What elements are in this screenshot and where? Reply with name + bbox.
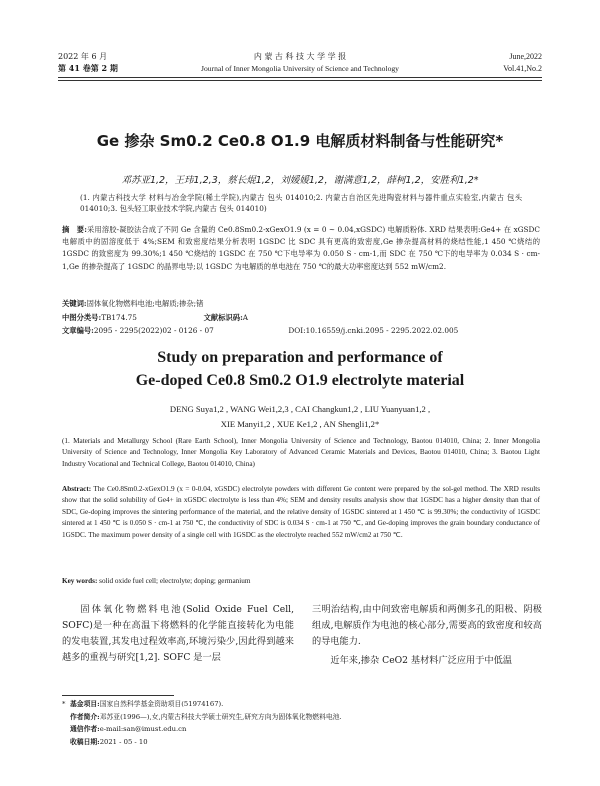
clc-value: TB174.75 bbox=[101, 313, 137, 322]
title-en-line1: Study on preparation and performance of bbox=[157, 349, 443, 366]
classification-line bbox=[62, 312, 540, 323]
footnotes bbox=[62, 698, 542, 748]
authors-en-line1: DENG Suya1,2 , WANG Wei1,2,3 , CAI Changkun1,2 , LIU Yuanyuan1,2 , bbox=[169, 404, 431, 414]
abstract-cn-text: 采用溶胶-凝胶法合成了不同 Ge 含量的 Ce0.8Sm0.2-xGexO1.9 (x = 0 ~ 0.04,xGSDC) 电解质粉体. XRD 结果表明:Ge4+ 在 xGSDC 电解质中的固溶度低于 4%;SEM 和致密度结果分析表明 1GSDC 比 SDC 具有更高的致密度,Ge 掺杂提高材料的烧结性能,1 450 ℃烧结的 1GSDC 的致密度为 99.30%;1 450 ℃烧结的 1GSDC 在 750 ℃下电导率为 0.050 S · cm-1,而 SDC 在 750 ℃下的电导率为 0.034 S · cm-1,Ge 的掺杂提高了 1GSDC 的晶界电导;以 1GSDC 为电解质的单电池在 750 ℃的最大功率密度达到 552 mW/cm2. bbox=[62, 225, 540, 271]
title-en-line2: Ge-doped Ce0.8 Sm0.2 O1.9 electrolyte material bbox=[135, 372, 465, 389]
keywords-en-label: Key words: bbox=[62, 577, 98, 585]
doc-code-label: 文献标识码: bbox=[203, 313, 243, 322]
clc-label: 中图分类号: bbox=[62, 313, 102, 322]
header-journal-en: Journal of Inner Mongolia University of Science and Technology bbox=[201, 64, 399, 73]
header-rule-double bbox=[58, 80, 542, 81]
doc-code-value: A bbox=[242, 313, 249, 322]
article-line bbox=[62, 325, 540, 336]
abstract-en-label: Abstract: bbox=[62, 485, 92, 493]
contact-label: 通信作者: bbox=[70, 725, 100, 733]
keywords-en bbox=[62, 576, 540, 587]
received-label: 收稿日期: bbox=[70, 737, 100, 746]
authors-cn: 邓苏亚1,2，王玮1,2,3，蔡长焜1,2，刘媛媛1,2，谢满意1,2，薛柯1,2，安胜利1,2* bbox=[121, 175, 479, 186]
keywords-cn bbox=[62, 298, 540, 309]
body-left-column: 固体氧化物燃料电池(Solid Oxide Fuel Cell, SOFC)是一种在高温下将燃料的化学能直接转化为电能的发电装置,其发电过程效率高,环境污染少,因此得到越来越多的重视与研究[1,2]. SOFC 是一层 bbox=[62, 604, 294, 663]
body-right-column-p1: 三明治结构,由中间致密电解质和两侧多孔的阳极、阴极组成,电解质作为电池的核心部分,需要高的致密度和较高的导电能力. bbox=[312, 604, 542, 647]
received-date: 2021 - 05 - 10 bbox=[99, 737, 148, 746]
header-volume-cn: 第 41 卷第 2 期 bbox=[58, 63, 118, 73]
keywords-en-text: solid oxide fuel cell; electrolyte; doping; germanium bbox=[99, 577, 251, 585]
abstract-en bbox=[62, 484, 540, 541]
keywords-cn-text: 固体氧化物燃料电池;电解质;掺杂;锗 bbox=[86, 299, 204, 308]
title-cn: Ge 掺杂 Sm0.2 Ce0.8 O1.9 电解质材料制备与性能研究* bbox=[96, 132, 504, 150]
header-rule bbox=[58, 77, 542, 78]
author-bio-label: 作者简介: bbox=[70, 712, 100, 721]
abstract-en-text: The Ce0.8Sm0.2-xGexO1.9 (x = 0-0.04, xGSDC) electrolyte powders with different Ge content were prepared by the sol-gel method. The XRD results show that the solid solubility of Ge4+ in xGSDC electrolyte is less than 4%; SEM and density results analysis show that 1GSDC has a higher density than that of SDC, Ge-doping improves the sintering performance of the material, and the relative density of 1GSDC sintered at 1 450 ℃ is 99.30%; the conductivity of 1GSDC sintered at 1 450 ℃ is 0.050 S · cm-1 at 750 ℃, the conductivity of SDC is 0.034 S · cm-1 at 750 ℃, and Ge-doping improves the grain boundary conductance of 1GSDC. The maximum power density of a single cell with 1GSDC as the electrolyte reached 552 mW/cm2 at 750 ℃. bbox=[62, 485, 541, 539]
footnote-received bbox=[62, 736, 542, 749]
article-no-label: 文章编号: bbox=[62, 326, 94, 335]
header-date-en: June,2022 bbox=[509, 52, 542, 61]
affiliations-cn: (1. 内蒙古科技大学 材料与冶金学院(稀土学院),内蒙古 包头 014010;2. 内蒙古自治区先进陶瓷材料与器件重点实验室,内蒙古 包头 014010;3. 包头轻工职业技术学院,内蒙古 包头 014010) bbox=[80, 193, 522, 213]
doi: DOI:10.16559/j.cnki.2095 - 2295.2022.02.005 bbox=[288, 326, 459, 335]
fund-text: 国家自然科学基金资助项目(51974167). bbox=[99, 700, 224, 708]
footnote-rule bbox=[62, 695, 174, 696]
abstract-cn bbox=[62, 224, 540, 273]
author-bio-text: 邓苏亚(1996—),女,内蒙古科技大学硕士研究生,研究方向为固体氧化物燃料电池. bbox=[99, 712, 342, 721]
footnote-contact bbox=[62, 723, 542, 736]
contact-email: e-mail:san@imust.edu.cn bbox=[99, 725, 187, 733]
article-no-value: 2095 - 2295(2022)02 - 0126 - 07 bbox=[93, 326, 214, 335]
keywords-cn-label: 关键词: bbox=[62, 299, 87, 308]
header-volume-en: Vol.41,No.2 bbox=[503, 64, 542, 73]
footnote-fund: * 基金项目:国家自然科学基金资助项目(51974167). bbox=[62, 700, 224, 708]
abstract-cn-label: 摘 要: bbox=[62, 225, 87, 234]
fund-label: 基金项目: bbox=[70, 700, 100, 708]
header-date-cn: 2022 年 6 月 bbox=[58, 52, 108, 61]
affiliations-en: (1. Materials and Metallurgy School (Rare Earth School), Inner Mongolia University of Science and Technology, Baotou 014010, China; 2. Inner Mongolia University of Science and Technology, Inner Mongolia Key Laboratory of Advanced Ceramic Materials and Devices, Baotou 014010, China; 3. Baotou Light Industry Vocational and Technical College, Baotou 014010, China) bbox=[62, 437, 540, 468]
footnote-author bbox=[62, 711, 542, 724]
header-journal-cn: 内 蒙 古 科 技 大 学 学 报 bbox=[253, 52, 347, 61]
authors-en-line2: XIE Manyi1,2 , XUE Ke1,2 , AN Shengli1,2* bbox=[220, 419, 380, 429]
body-right-column-p2: 近年来,掺杂 CeO2 基材料广泛应用于中低温 bbox=[330, 655, 512, 666]
